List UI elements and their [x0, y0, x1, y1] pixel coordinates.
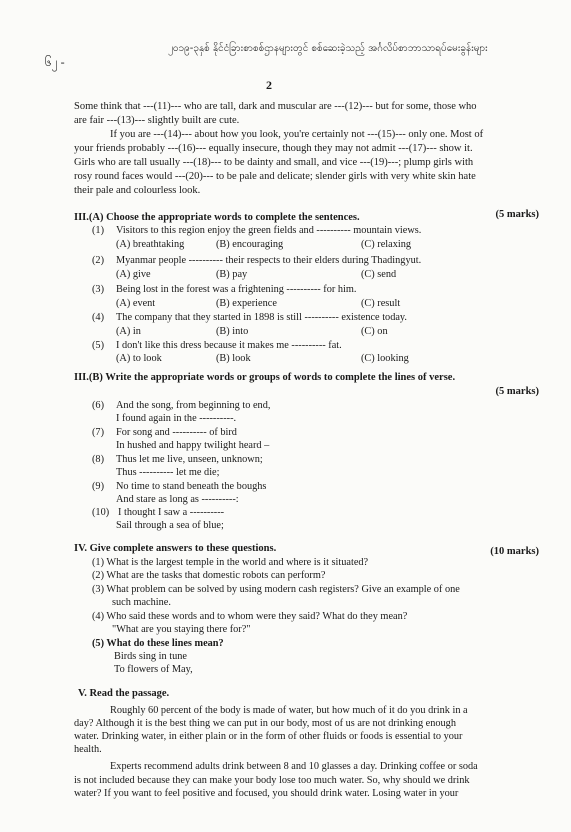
verse-9-number: (9): [92, 481, 105, 492]
question-5: [92, 340, 342, 353]
option-b: (B) experience: [216, 298, 277, 309]
passage-line: Girls who are tall usually ---(18)--- to be dainty and small, and vice ---(19)---; plump girls with: [74, 157, 474, 168]
option-a: (A) give: [116, 269, 151, 280]
question-number: (5): [92, 340, 105, 351]
verse-line: I thought I saw a ----------: [118, 507, 225, 518]
section-3a-heading: III.(A) Choose the appropriate words to complete the sentences.: [74, 212, 360, 223]
section-3a-marks: (5 marks): [495, 209, 539, 220]
verse-line: For song and ---------- of bird: [116, 427, 237, 438]
option-a: (A) event: [116, 298, 156, 309]
passage-line: your friends probably ---(16)--- equally insecure, though they may not admit ---(17)--- show it.: [74, 143, 473, 154]
verse-line: No time to stand beneath the boughs: [116, 481, 267, 492]
section-4-heading: IV. Give complete answers to these questions.: [74, 543, 277, 554]
option-c: (C) looking: [361, 353, 409, 364]
option-b: (B) pay: [216, 269, 248, 280]
verse-7-number: (7): [92, 427, 105, 438]
passage-line: are fair ---(13)--- slightly built are cute.: [74, 115, 240, 126]
verse-line: To flowers of May,: [114, 664, 193, 675]
question-number: (2): [92, 255, 105, 266]
passage-line: If you are ---(14)--- about how you look, you're certainly not ---(15)--- only one. Most of: [110, 129, 484, 140]
passage-line: rosy round faces would ---(20)--- to be pale and delicate; slender girls with very white skin hate: [74, 171, 476, 182]
passage-line: Roughly 60 percent of the body is made of water, but how much of it do you drink in a: [110, 705, 468, 716]
passage-line: is not included because they can make your body lose too much water. So, why should we drink: [74, 774, 470, 786]
section-5-heading: V. Read the passage.: [78, 688, 170, 699]
passage-line: Experts recommend adults drink between 8 and 10 glasses a day. Drinking coffee or soda: [110, 761, 478, 772]
question-3: [92, 284, 356, 297]
passage-line: Some think that ---(11)--- who are tall, dark and muscular are ---(12)--- but for some, those who: [74, 101, 477, 112]
verse-line: Thus ---------- let me die;: [116, 467, 220, 478]
verse-line: In hushed and happy twilight heard –: [116, 440, 270, 451]
question-number: (1): [92, 225, 105, 236]
verse-line: Thus let me live, unseen, unknown;: [116, 454, 263, 465]
question-iv-3-cont: such machine.: [112, 597, 171, 608]
option-c: (C) relaxing: [361, 239, 412, 250]
question-4: [92, 312, 407, 325]
option-c: (C) send: [361, 269, 397, 280]
verse-8-number: (8): [92, 454, 105, 465]
section-4-marks: (10 marks): [490, 546, 539, 557]
option-c: (C) result: [361, 298, 401, 309]
passage-line: water. Drinking water, in either plain or in the form of other fluids or foods is essential to your: [74, 731, 463, 742]
quote-line: "What are you staying there for?": [112, 624, 251, 635]
passage-line: health.: [74, 744, 102, 755]
question-text: Being lost in the forest was a frightening ---------- for him.: [116, 284, 357, 295]
passage-line: water? If you want to feel positive and focused, you should drink water. Losing water in your: [74, 788, 459, 799]
question-number: (4): [92, 312, 105, 323]
question-2: [92, 255, 421, 268]
section-3b-heading: III.(B) Write the appropriate words or groups of words to complete the lines of verse.: [74, 372, 456, 383]
passage-line: day? Although it is the best thing we can put in our body, most of us are not drinking enough: [74, 718, 456, 729]
page-number: 2: [266, 78, 272, 92]
page-mark: ၆၂ -: [45, 55, 65, 69]
question-iv-3: (3) What problem can be solved by using modern cash registers? Give an example of one: [92, 584, 460, 595]
section-3b-marks: (5 marks): [495, 386, 539, 397]
passage-paragraph-1: [74, 704, 540, 756]
verse-line: Sail through a sea of blue;: [116, 520, 224, 531]
option-a: (A) breathtaking: [116, 239, 185, 250]
verse-line: Birds sing in tune: [114, 651, 187, 662]
question-text: The company that they started in 1898 is still ---------- existence today.: [116, 312, 407, 323]
passage-paragraph-2: [74, 760, 540, 801]
option-b: (B) encouraging: [216, 239, 284, 250]
option-b: (B) into: [216, 326, 249, 337]
verse-10-number: (10): [92, 507, 110, 518]
question-iv-5: (5) What do these lines mean?: [92, 638, 224, 649]
option-c: (C) on: [361, 326, 388, 337]
option-b: (B) look: [216, 353, 251, 364]
question-text: Visitors to this region enjoy the green fields and ---------- mountain views.: [116, 225, 422, 236]
verse-6-number: (6): [92, 400, 105, 411]
intro-passage: [74, 100, 540, 198]
question-text: Myanmar people ---------- their respects to their elders during Thadingyut.: [116, 255, 422, 266]
question-text: I don't like this dress because it makes me ---------- fat.: [116, 340, 342, 351]
verse-line: And stare as long as ----------:: [116, 494, 239, 505]
question-iv-1: (1) What is the largest temple in the world and where is it situated?: [92, 557, 369, 568]
verse-line: And the song, from beginning to end,: [116, 400, 271, 411]
option-a: (A) in: [116, 326, 141, 337]
question-1: [92, 225, 421, 238]
question-number: (3): [92, 284, 105, 295]
question-iv-2: (2) What are the tasks that domestic robots can perform?: [92, 570, 326, 581]
option-a: (A) to look: [116, 353, 162, 364]
passage-line: their pale and colourless look.: [74, 185, 201, 196]
verse-line: I found again in the ----------.: [116, 413, 237, 424]
running-header: ၂၀၁၉-၃နှစ် နိုင်ငံခြားစာစစ်ဌာနများတွင် စစ်ဆေးခဲ့သည့် အင်္ဂလိပ်စာဘာသာရပ်မေးခွန်းများ: [168, 43, 488, 54]
question-iv-4: (4) Who said these words and to whom were they said? What do they mean?: [92, 611, 408, 622]
